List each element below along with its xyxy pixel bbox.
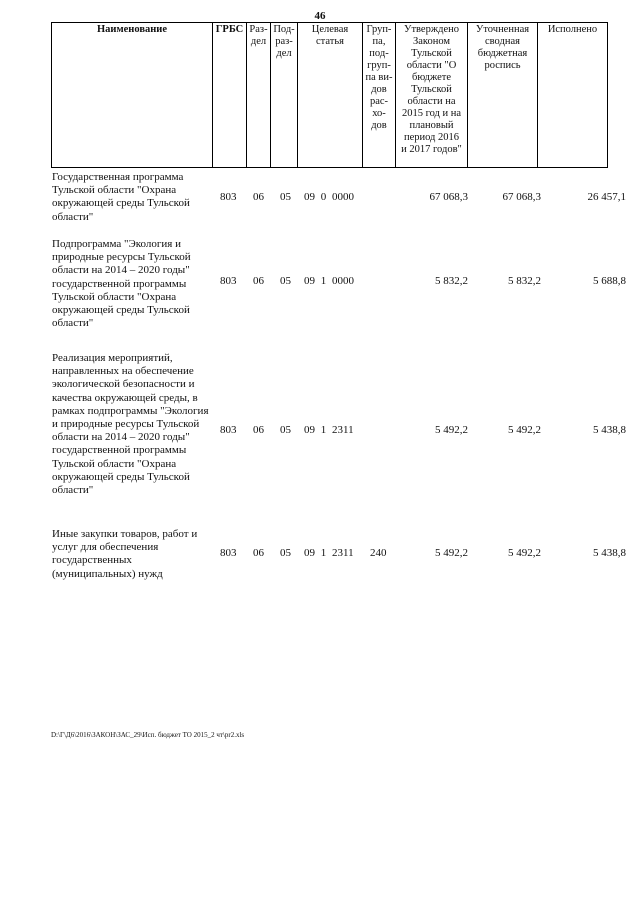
row-podrazdel: 05 [280, 275, 291, 287]
row-name: Государственная программа Тульской области "Охрана окружающей среды Тульской области" [52, 171, 190, 223]
header-refined: Уточненная сводная бюджетная роспись [468, 23, 538, 168]
row-refined: 67 068,3 [502, 191, 541, 203]
header-razdel: Раз- дел [247, 23, 271, 168]
row-cs: 09 0 0000 [304, 191, 354, 203]
row-grbs: 803 [220, 191, 237, 203]
row-executed: 5 438,8 [593, 547, 626, 559]
row-refined: 5 832,2 [508, 275, 541, 287]
row-approved: 5 832,2 [435, 275, 468, 287]
row-grbs: 803 [220, 547, 237, 559]
row-refined: 5 492,2 [508, 547, 541, 559]
row-podrazdel: 05 [280, 547, 291, 559]
row-podrazdel: 05 [280, 424, 291, 436]
row-grbs: 803 [220, 424, 237, 436]
header-grbs: ГРБС [213, 23, 247, 168]
row-cs: 09 1 0000 [304, 275, 354, 287]
row-cs: 09 1 2311 [304, 424, 354, 436]
file-path-footer: D:\Г\Д6\2016\ЗАКОН\ЗАС_29\Исп. бюджет ТО 2015_2 чт\pr2.xls [51, 731, 245, 739]
row-executed: 5 688,8 [593, 275, 626, 287]
header-name: Наименование [52, 23, 213, 168]
row-vr: 240 [370, 547, 387, 559]
row-name: Подпрограмма "Экология и природные ресурсы Тульской области на 2014 – 2020 годы" государственной программы Тульской области "Охрана окружающей среды Тульской области" [52, 238, 191, 330]
row-cs: 09 1 2311 [304, 547, 354, 559]
row-razdel: 06 [253, 275, 264, 287]
row-podrazdel: 05 [280, 191, 291, 203]
row-refined: 5 492,2 [508, 424, 541, 436]
row-name: Иные закупки товаров, работ и услуг для обеспечения государственных (муниципальных) нужд [52, 528, 198, 580]
page-number: 46 [314, 10, 326, 22]
row-approved: 5 492,2 [435, 547, 468, 559]
row-razdel: 06 [253, 191, 264, 203]
header-approved: Утверждено Законом Тульской области "О бюджете Тульской области на 2015 год и на плановый период 2016 и 2017 годов" [396, 23, 468, 168]
header-cs: Целевая статья [298, 23, 363, 168]
row-razdel: 06 [253, 424, 264, 436]
row-executed: 5 438,8 [593, 424, 626, 436]
header-podrazdel: Под- раз- дел [271, 23, 298, 168]
row-grbs: 803 [220, 275, 237, 287]
row-razdel: 06 [253, 547, 264, 559]
header-vr: Груп- па, под- груп- па ви- дов рас- хо- дов [363, 23, 396, 168]
row-approved: 67 068,3 [429, 191, 468, 203]
table-header [51, 22, 608, 168]
row-name: Реализация мероприятий, направленных на обеспечение экологической безопасности и качества окружающей среды, в рамках подпрограммы "Экология и природные ресурсы Тульской области на 2014 – 2020 годы" государственной программы Тульской области "Охрана окружающей среды Тульской области" [52, 352, 209, 497]
header-executed: Исполнено [538, 23, 608, 168]
row-executed: 26 457,1 [587, 191, 626, 203]
row-approved: 5 492,2 [435, 424, 468, 436]
